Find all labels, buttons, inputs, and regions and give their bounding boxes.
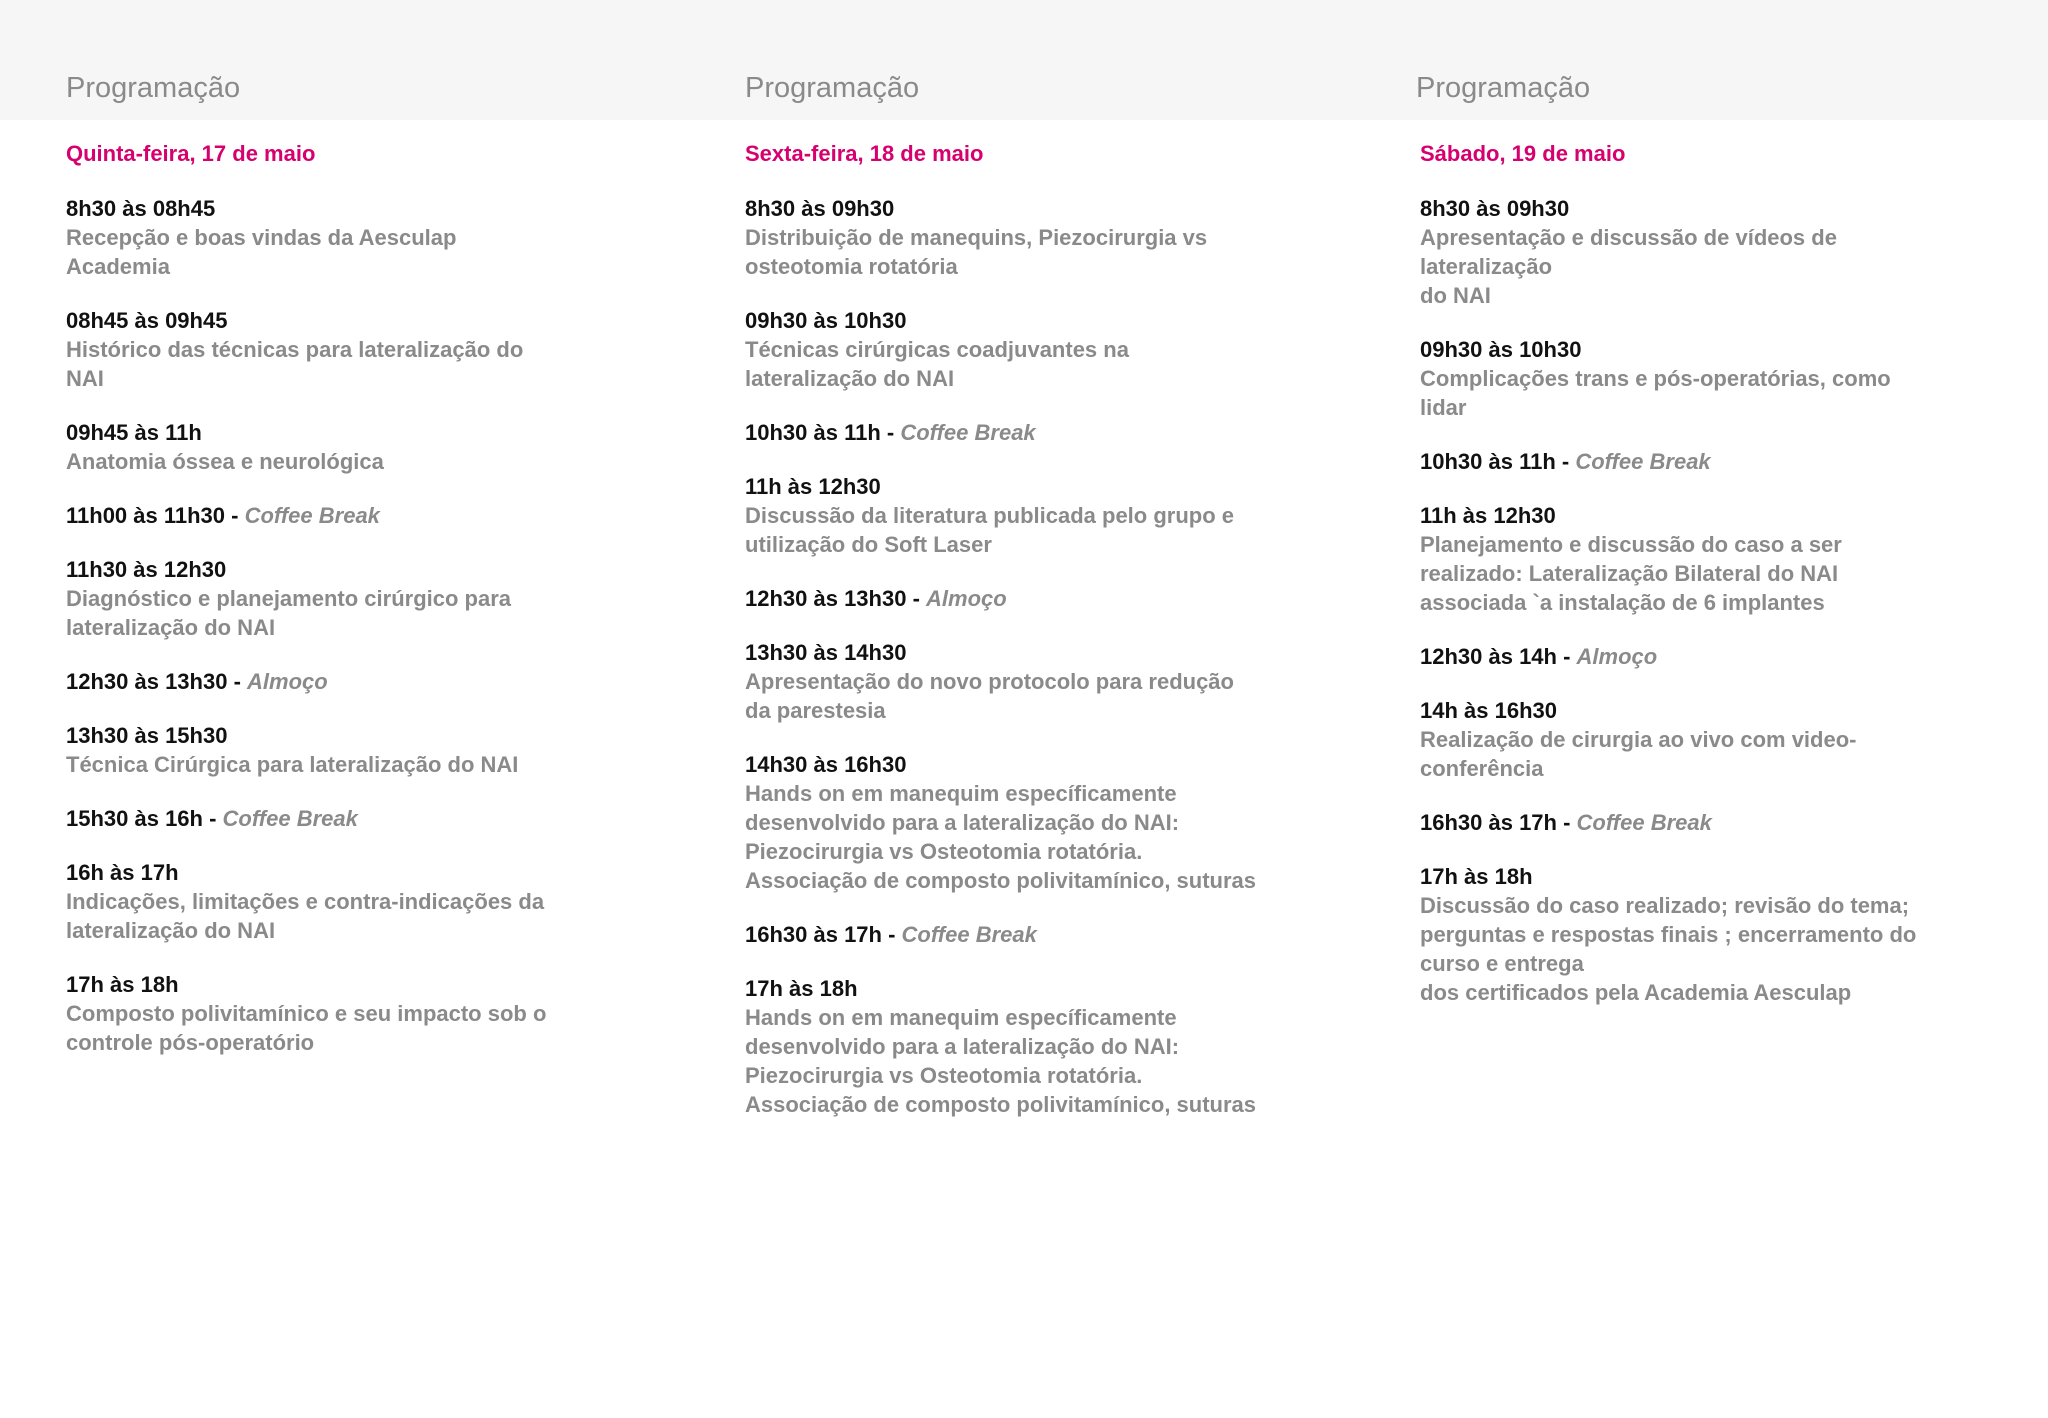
description-line: lateralização do NAI (66, 918, 276, 943)
session-time: 09h30 às 10h30 (745, 308, 907, 333)
schedule-item (66, 804, 666, 833)
separator: - (880, 420, 901, 445)
separator: - (202, 806, 223, 831)
schedule-item (745, 750, 1345, 895)
separator: - (1555, 449, 1576, 474)
session-time-line (1420, 696, 2020, 725)
session-description (745, 667, 1345, 725)
schedule-item (1420, 194, 2020, 310)
separator: - (1556, 644, 1577, 669)
schedule-item (1420, 808, 2020, 837)
session-time-line (66, 418, 666, 447)
break-label: Coffee Break (1575, 449, 1711, 474)
day-schedule (66, 139, 666, 1082)
day-schedule (1420, 139, 2020, 1032)
session-time-line (745, 750, 1345, 779)
break-label: Coffee Break (222, 806, 358, 831)
schedule-item (66, 501, 666, 530)
session-description (66, 223, 666, 281)
description-line: desenvolvido para a lateralização do NAI: (745, 1034, 1180, 1059)
schedule-item (1420, 447, 2020, 476)
session-time-line (745, 194, 1345, 223)
description-line: NAI (66, 366, 104, 391)
session-time-line (1420, 447, 2020, 476)
day-schedule (745, 139, 1345, 1144)
schedule-item (1420, 501, 2020, 617)
session-time: 08h45 às 09h45 (66, 308, 228, 333)
schedule-item (1420, 642, 2020, 671)
schedule-item (745, 638, 1345, 725)
day-heading: Sábado, 19 de maio (1420, 141, 1626, 166)
session-time-line (745, 418, 1345, 447)
session-time-line (66, 858, 666, 887)
session-description (66, 584, 666, 642)
description-line: Discussão do caso realizado; revisão do tema; (1420, 893, 1910, 918)
description-line: dos certificados pela Academia Aesculap (1420, 980, 1852, 1005)
session-time: 17h às 18h (1420, 864, 1533, 889)
session-time: 16h às 17h (66, 860, 179, 885)
description-line: Técnicas cirúrgicas coadjuvantes na (745, 337, 1129, 362)
session-time: 11h30 às 12h30 (66, 557, 227, 582)
description-line: Piezocirurgia vs Osteotomia rotatória. (745, 1063, 1143, 1088)
description-line: Associação de composto polivitamínico, suturas (745, 1092, 1257, 1117)
schedule-item (66, 858, 666, 945)
session-description (66, 999, 666, 1057)
schedule-item (745, 920, 1345, 949)
description-line: lidar (1420, 395, 1467, 420)
description-line: desenvolvido para a lateralização do NAI: (745, 810, 1180, 835)
description-line: conferência (1420, 756, 1544, 781)
session-time-line (66, 306, 666, 335)
description-line: osteotomia rotatória (745, 254, 958, 279)
break-label: Almoço (1576, 644, 1658, 669)
schedule-item (66, 721, 666, 779)
session-time-line (66, 970, 666, 999)
break-label: Almoço (247, 669, 328, 694)
schedule-item (745, 418, 1345, 447)
session-time-line (745, 472, 1345, 501)
session-time: 10h30 às 11h (745, 420, 881, 445)
schedule-item (66, 667, 666, 696)
schedule-item (745, 194, 1345, 281)
description-line: Recepção e boas vindas da Aesculap (66, 225, 457, 250)
session-description (745, 779, 1345, 895)
session-description (1420, 364, 2020, 422)
header-band (0, 0, 2048, 120)
session-time: 16h30 às 17h (745, 922, 882, 947)
break-label: Almoço (926, 586, 1007, 611)
session-description (745, 1003, 1345, 1119)
description-line: lateralização do NAI (745, 366, 955, 391)
session-time-line (1420, 194, 2020, 223)
session-time: 14h às 16h30 (1420, 698, 1557, 723)
schedule-item (66, 194, 666, 281)
session-description (66, 447, 666, 476)
session-time: 11h às 12h30 (745, 474, 881, 499)
session-description (66, 887, 666, 945)
description-line: Piezocirurgia vs Osteotomia rotatória. (745, 839, 1143, 864)
session-time: 09h30 às 10h30 (1420, 337, 1582, 362)
session-description (1420, 725, 2020, 783)
schedule-item (745, 974, 1345, 1119)
schedule-item (66, 970, 666, 1057)
day-heading: Sexta-feira, 18 de maio (745, 141, 984, 166)
description-line: Anatomia óssea e neurológica (66, 449, 384, 474)
session-time: 16h30 às 17h (1420, 810, 1557, 835)
separator: - (1556, 810, 1577, 835)
session-time: 8h30 às 09h30 (1420, 196, 1570, 221)
description-line: Associação de composto polivitamínico, suturas (745, 868, 1257, 893)
description-line: Distribuição de manequins, Piezocirurgia vs (745, 225, 1208, 250)
description-line: Realização de cirurgia ao vivo com video- (1420, 727, 1857, 752)
separator: - (227, 669, 248, 694)
schedule-item (1420, 335, 2020, 422)
break-label: Coffee Break (901, 922, 1037, 947)
description-line: do NAI (1420, 283, 1491, 308)
session-time-line (1420, 862, 2020, 891)
session-time-line (66, 555, 666, 584)
description-line: controle pós-operatório (66, 1030, 315, 1055)
schedule-item (66, 306, 666, 393)
session-time: 12h30 às 13h30 (745, 586, 907, 611)
session-description (745, 223, 1345, 281)
separator: - (906, 586, 927, 611)
session-time-line (745, 306, 1345, 335)
session-time-line (745, 584, 1345, 613)
description-line: lateralização (1420, 254, 1553, 279)
session-time: 8h30 às 08h45 (66, 196, 216, 221)
description-line: associada `a instalação de 6 implantes (1420, 590, 1825, 615)
session-description (1420, 530, 2020, 617)
description-line: perguntas e respostas finais ; encerramento do (1420, 922, 1917, 947)
session-time-line (66, 804, 666, 833)
description-line: Histórico das técnicas para lateralização do (66, 337, 524, 362)
session-time-line (745, 638, 1345, 667)
session-description (66, 335, 666, 393)
description-line: da parestesia (745, 698, 886, 723)
session-time: 17h às 18h (66, 972, 179, 997)
section-title: Programação (1416, 72, 1591, 104)
description-line: Diagnóstico e planejamento cirúrgico para (66, 586, 511, 611)
break-label: Coffee Break (900, 420, 1036, 445)
schedule-item (745, 472, 1345, 559)
session-description (745, 335, 1345, 393)
session-time: 13h30 às 14h30 (745, 640, 907, 665)
description-line: Apresentação e discussão de vídeos de (1420, 225, 1837, 250)
session-time-line (745, 920, 1345, 949)
description-line: Hands on em manequim específicamente (745, 1005, 1177, 1030)
description-line: utilização do Soft Laser (745, 532, 992, 557)
description-line: Discussão da literatura publicada pelo grupo e (745, 503, 1235, 528)
session-description (745, 501, 1345, 559)
day-heading: Quinta-feira, 17 de maio (66, 141, 316, 166)
description-line: realizado: Lateralização Bilateral do NAI (1420, 561, 1839, 586)
separator: - (881, 922, 902, 947)
description-line: Planejamento e discussão do caso a ser (1420, 532, 1842, 557)
session-time: 12h30 às 14h (1420, 644, 1557, 669)
description-line: lateralização do NAI (66, 615, 276, 640)
session-time: 15h30 às 16h (66, 806, 203, 831)
description-line: Apresentação do novo protocolo para redução (745, 669, 1234, 694)
session-time: 13h30 às 15h30 (66, 723, 228, 748)
description-line: Indicações, limitações e contra-indicações da (66, 889, 545, 914)
session-time-line (1420, 642, 2020, 671)
session-time-line (1420, 501, 2020, 530)
session-time: 09h45 às 11h (66, 420, 202, 445)
session-time-line (745, 974, 1345, 1003)
break-label: Coffee Break (244, 503, 380, 528)
schedule-item (745, 584, 1345, 613)
session-time: 17h às 18h (745, 976, 858, 1001)
session-description (1420, 223, 2020, 310)
description-line: Hands on em manequim específicamente (745, 781, 1177, 806)
session-time: 10h30 às 11h (1420, 449, 1556, 474)
session-time-line (66, 501, 666, 530)
session-time: 11h00 às 11h30 (66, 503, 226, 528)
section-title: Programação (745, 72, 920, 104)
schedule-item (66, 418, 666, 476)
session-time: 8h30 às 09h30 (745, 196, 895, 221)
description-line: Complicações trans e pós-operatórias, como (1420, 366, 1891, 391)
separator: - (225, 503, 245, 528)
session-time-line (1420, 808, 2020, 837)
session-time-line (66, 721, 666, 750)
session-time: 12h30 às 13h30 (66, 669, 228, 694)
description-line: curso e entrega (1420, 951, 1584, 976)
session-time: 11h às 12h30 (1420, 503, 1556, 528)
section-title: Programação (66, 72, 241, 104)
session-description (66, 750, 666, 779)
description-line: Academia (66, 254, 170, 279)
schedule-item (745, 306, 1345, 393)
session-description (1420, 891, 2020, 1007)
break-label: Coffee Break (1576, 810, 1712, 835)
session-time-line (66, 667, 666, 696)
session-time-line (1420, 335, 2020, 364)
schedule-item (1420, 862, 2020, 1007)
schedule-item (66, 555, 666, 642)
description-line: Composto polivitamínico e seu impacto sob o (66, 1001, 547, 1026)
session-time: 14h30 às 16h30 (745, 752, 907, 777)
description-line: Técnica Cirúrgica para lateralização do NAI (66, 752, 519, 777)
session-time-line (66, 194, 666, 223)
schedule-item (1420, 696, 2020, 783)
